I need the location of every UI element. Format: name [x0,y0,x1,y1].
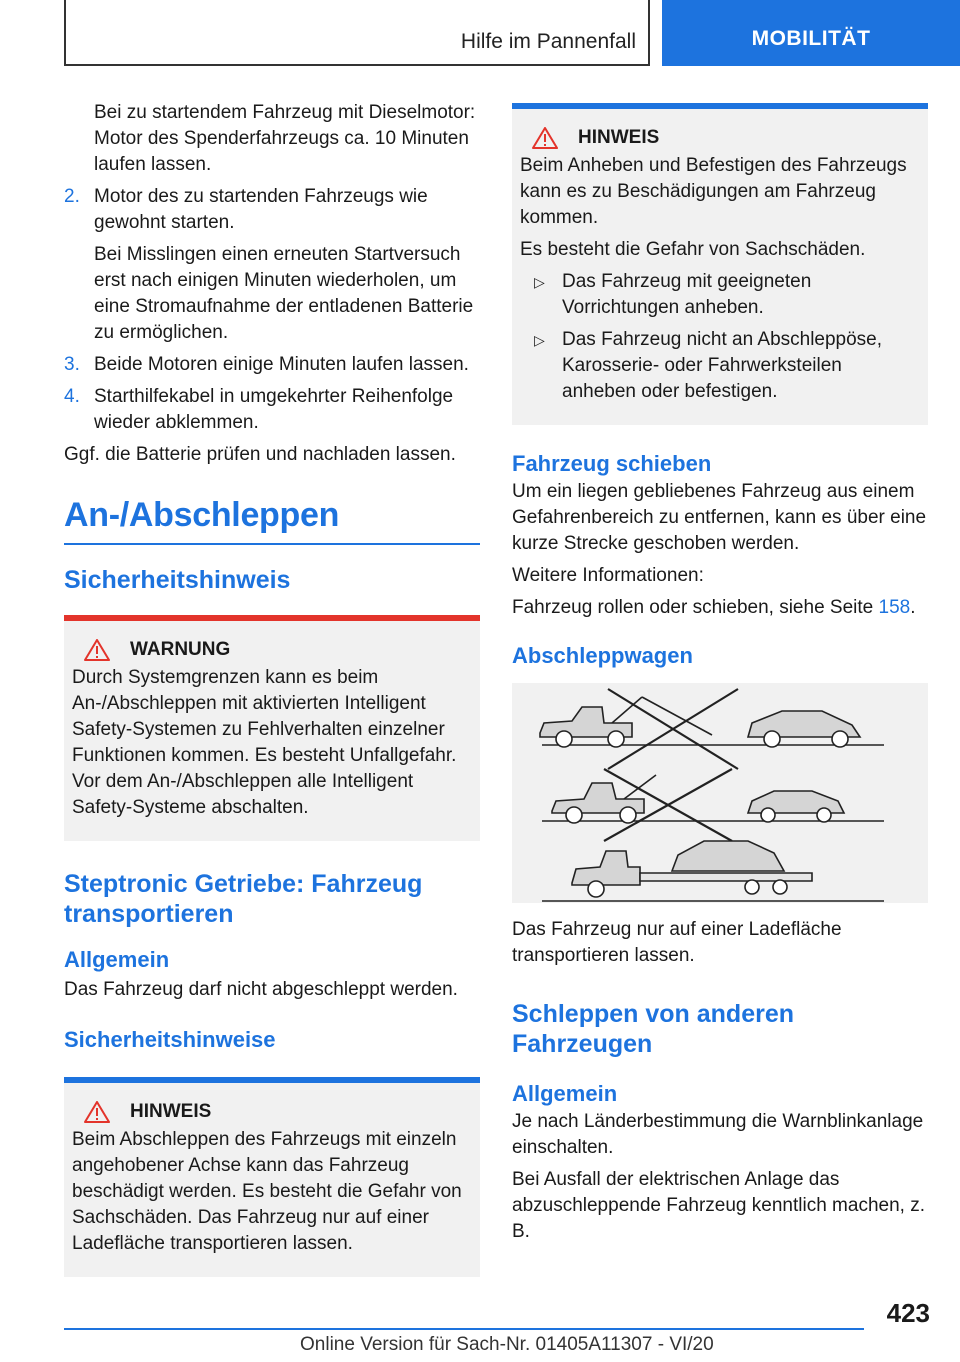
notice-box [64,1077,480,1277]
page-header [0,0,960,66]
topic-heading: Fahrzeug schieben [512,451,712,476]
step-number: 2. [64,186,80,207]
cross-reference-end: . [910,597,916,618]
triangle-bullet-icon: ▷ [534,274,545,290]
triangle-bullet-icon: ▷ [534,332,545,348]
topic-heading: Allgemein [64,947,170,972]
list-item [520,327,920,405]
warning-icon [84,1101,110,1123]
paragraph: Weitere Informationen: [512,565,704,586]
right-column [512,103,928,1245]
notice-title [520,127,920,149]
notice-label: HINWEIS [578,127,660,148]
notice-text: Beim Abschleppen des Fahrzeugs mit einzeln angehobener Achse kann das Fahrzeug beschädigt werden. Es besteht die Gefahr von Sachschäden. Das Fahrzeug nur auf einer Ladefläche transportieren lassen. [72,1129,462,1254]
step-text: Motor des zu startenden Fahrzeugs wie gewohnt starten. [94,186,428,233]
notice-text: Beim Anheben und Befestigen des Fahrzeugs kann es zu Beschädigungen am Fahrzeug kommen. [520,155,907,228]
tow-truck-illustration [512,683,928,903]
list-item-text: Das Fahrzeug nicht an Abschleppöse, Karosserie- oder Fahrwerksteilen anheben oder befestigen. [562,329,883,402]
notice-text: Es besteht die Gefahr von Sachschäden. [520,239,866,260]
subsection-heading: Schleppen von anderen Fahrzeugen [512,1000,795,1058]
figure-caption: Das Fahrzeug nur auf einer Ladefläche transportieren lassen. [512,919,842,966]
warning-icon [532,127,558,149]
step-text: Beide Motoren einige Minuten laufen lassen. [94,354,469,375]
page-link[interactable]: 158 [878,597,911,618]
subsection-heading: Steptronic Getriebe: Fahrzeug transportieren [64,870,423,928]
paragraph: Bei Ausfall der elektrischen Anlage das abzuschleppende Fahrzeug kenntlich machen, z. B. [512,1169,925,1242]
header-divider [64,64,650,66]
topic-heading: Allgemein [512,1081,618,1106]
topic-heading: Sicherheitshinweise [64,1027,276,1052]
step-number: 4. [64,386,80,407]
header-divider [64,0,66,66]
paragraph: Bei zu startendem Fahrzeug mit Dieselmotor: Motor des Spenderfahrzeugs ca. 10 Minuten laufen lassen. [94,102,476,175]
step-item [64,384,480,436]
section-tab[interactable]: MOBILITÄT [662,0,960,66]
subsection-heading: Sicherheitshinweis [64,566,291,594]
left-column [64,100,480,1277]
notice-box [512,103,928,425]
notice-title [72,1101,472,1123]
step-item [64,184,480,236]
chapter-title: Hilfe im Pannenfall [460,30,636,53]
footer-rule [64,1328,864,1330]
cross-reference-text: Fahrzeug rollen oder schieben, siehe Seite [512,597,879,618]
paragraph: Je nach Länderbestimmung die Warnblinkanlage einschalten. [512,1111,924,1158]
warning-title [72,639,472,661]
step-text: Starthilfekabel in umgekehrter Reihenfolge wieder abklemmen. [94,386,454,433]
page-number: 423 [886,1298,930,1328]
tow-truck-drawing [512,683,928,903]
topic-heading: Abschleppwagen [512,643,693,668]
paragraph: Um ein liegen gebliebenes Fahrzeug aus einem Gefahrenbereich zu entfernen, kann es über eine kurze Strecke geschoben werden. [512,481,927,554]
heading-rule [64,543,480,545]
warning-label: WARNUNG [130,639,231,660]
paragraph: Bei Misslingen einen erneuten Startversuch erst nach einigen Minuten wiederholen, um eine Stromaufnahme der entladenen Batterie zu ermöglichen. [94,244,474,343]
footer-version: Online Version für Sach-Nr. 01405A11307 - VI/20 [300,1334,714,1355]
warning-icon [84,639,110,661]
cross-reference [512,595,928,621]
warning-text: Durch Systemgrenzen kann es beim An-/Abschleppen mit aktivierten Intelligent Safety-Systemen zu Fehlverhalten einzelner Funktionen kommen. Es besteht Unfallgefahr. Vor dem An-/Abschleppen alle Intelligent Safety-Systeme abschalten. [72,667,457,818]
notice-label: HINWEIS [130,1101,212,1122]
warning-box [64,615,480,841]
step-number: 3. [64,354,80,375]
list-item [520,269,920,321]
paragraph: Das Fahrzeug darf nicht abgeschleppt werden. [64,979,458,1000]
step-item [64,352,480,378]
list-item-text: Das Fahrzeug mit geeigneten Vorrichtungen anheben. [562,271,812,318]
header-divider [648,0,650,66]
paragraph: Ggf. die Batterie prüfen und nachladen lassen. [64,444,456,465]
section-heading: An-/Abschleppen [64,496,340,534]
